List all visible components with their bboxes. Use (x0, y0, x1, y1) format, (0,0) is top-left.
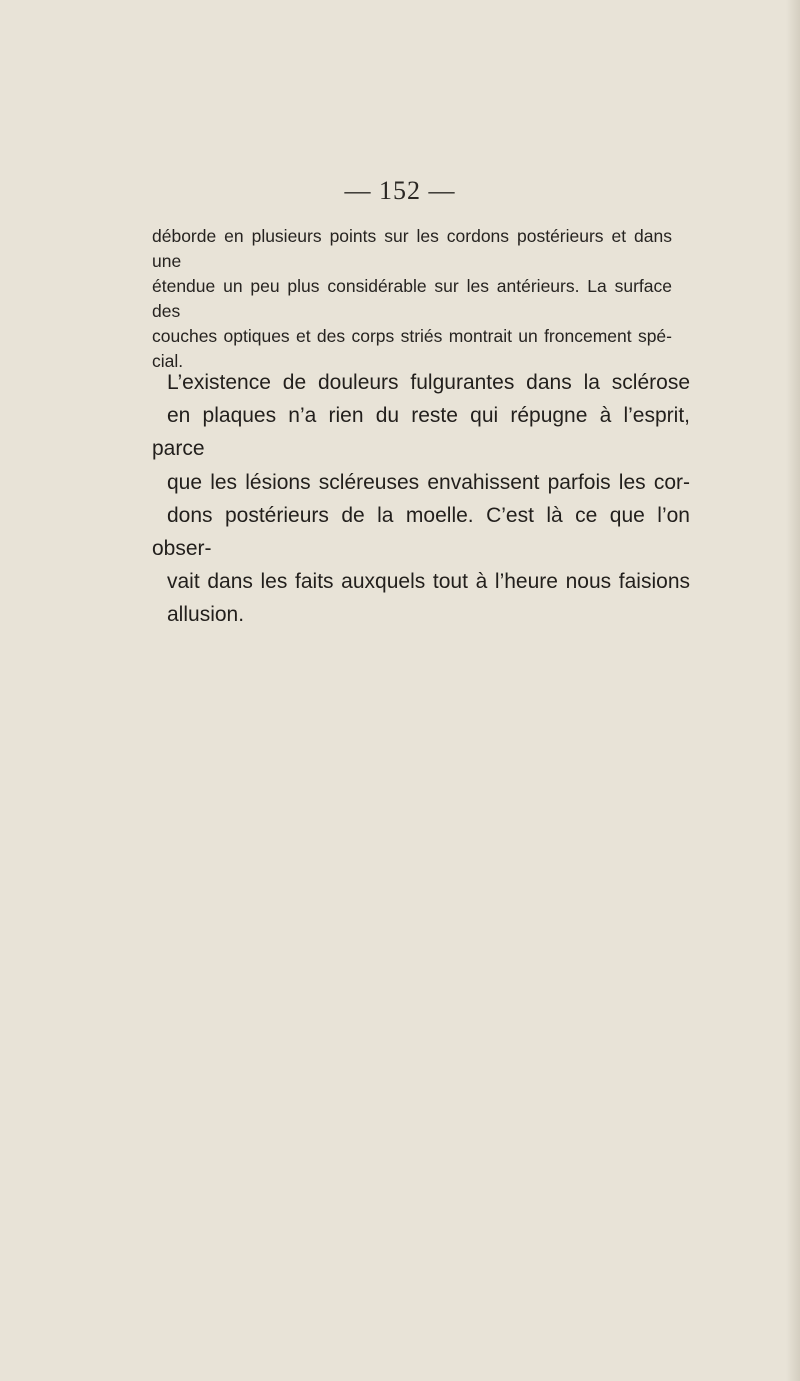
text-line: couches optiques et des corps striés montrait un froncement spé- (152, 326, 672, 346)
text-line: étendue un peu plus considérable sur les antérieurs. La surface des (152, 276, 672, 321)
text-line: en plaques n’a rien du reste qui répugne à l’esprit, parce (152, 404, 690, 461)
text-line: cial. (152, 351, 184, 371)
page-number: — 152 — (344, 176, 456, 205)
text-line: dons postérieurs de la moelle. C’est là ce que l’on obser- (152, 503, 690, 561)
text-line: que les lésions scléreuses envahissent parfois les cor- (167, 470, 690, 494)
paragraph-main (152, 366, 690, 632)
page-edge-shadow (786, 0, 800, 1381)
paragraph-continuation (152, 224, 672, 374)
text-line: vait dans les faits auxquels tout à l’heure nous faisions (167, 570, 690, 594)
text-line: L’existence de douleurs fulgurantes dans la sclérose (167, 371, 690, 394)
text-line: déborde en plusieurs points sur les cordons postérieurs et dans une (152, 226, 672, 271)
text-line: allusion. (167, 603, 245, 627)
